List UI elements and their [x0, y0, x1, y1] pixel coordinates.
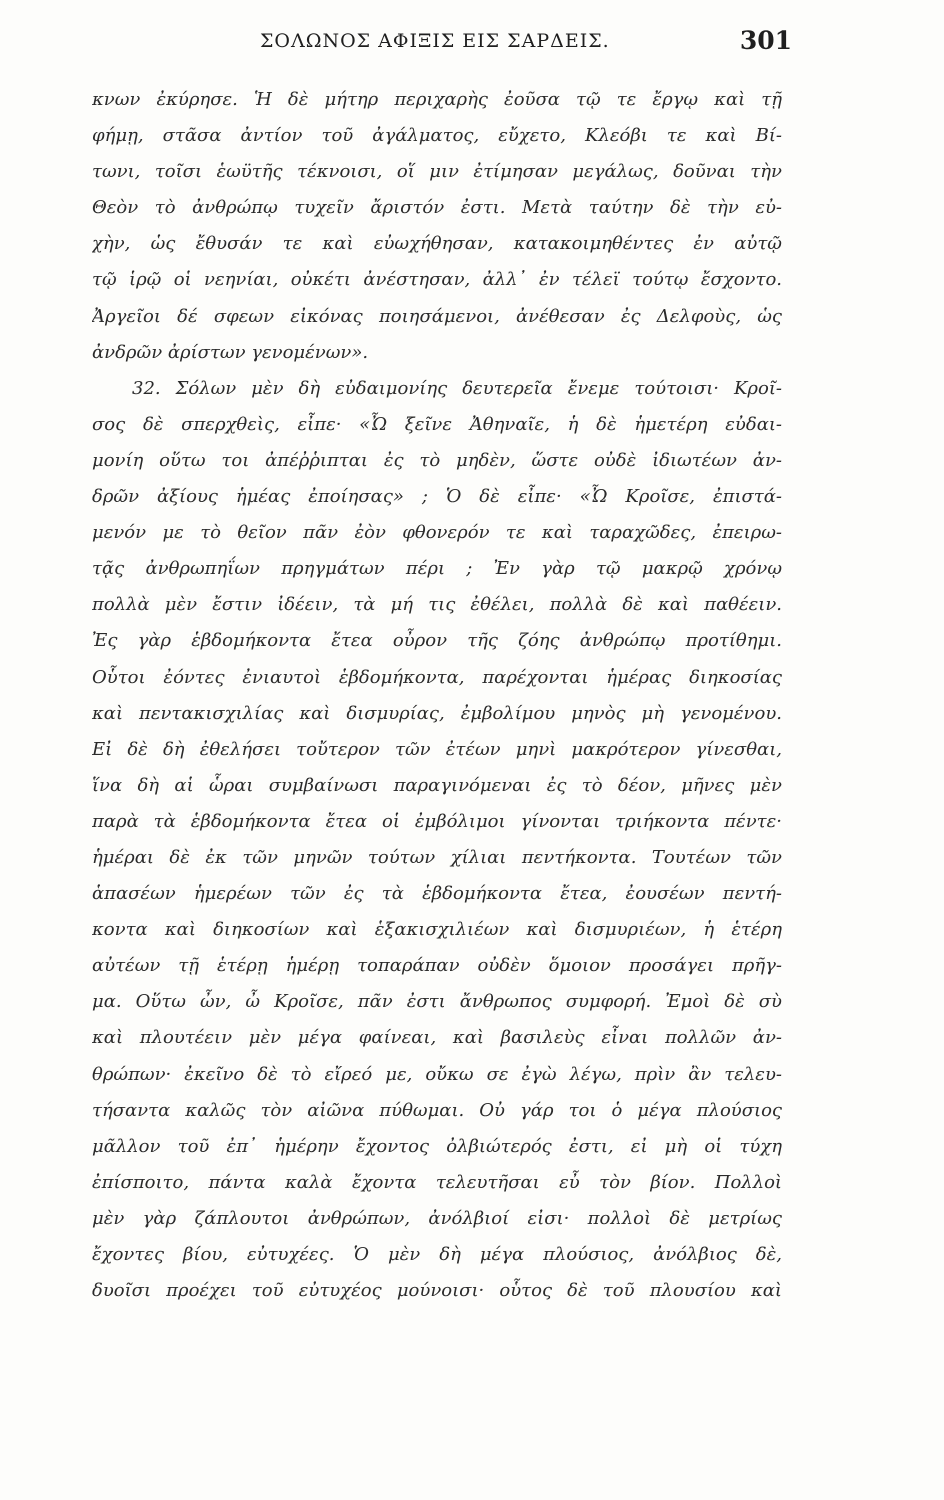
text-line: τῷ ἱρῷ οἱ νεηνίαι, οὐκέτι ἀνέστησαν, ἀλλ᾽ ἐν τέλεϊ τούτῳ ἔσχοντο.	[92, 269, 782, 291]
text-line: μενόν με τὸ θεῖον πᾶν ἐὸν φθονερόν τε καὶ ταραχῶδες, ἐπειρω-	[92, 522, 782, 544]
text-line: ἐπίσποιτο, πάντα καλὰ ἔχοντα τελευτῆσαι εὖ τὸν βίον. Πολλοὶ	[92, 1171, 782, 1193]
text-line: κνων ἐκύρησε. Ἡ δὲ μήτηρ περιχαρὴς ἐοῦσα τῷ τε ἔργῳ καὶ τῇ	[92, 89, 782, 110]
text-line: Θεὸν τὸ ἀνθρώπῳ τυχεῖν ἄριστόν ἐστι. Μετὰ ταύτην δὲ τὴν εὐ-	[92, 197, 782, 219]
text-line: θρώπων· ἐκεῖνο δὲ τὸ εἴρεό με, οὔκω σε ἐγὼ λέγω, πρὶν ἂν τελευ-	[92, 1063, 782, 1085]
text-line: τήσαντα καλῶς τὸν αἰῶνα πύθωμαι. Οὐ γάρ τοι ὁ μέγα πλούσιος	[92, 1099, 782, 1121]
text-line: Ἐς γὰρ ἑβδομήκοντα ἔτεα οὖρον τῆς ζόης ἀνθρώπῳ προτίθημι.	[92, 630, 782, 652]
text-line: δρῶν ἀξίους ἡμέας ἐποίησας» ; Ὁ δὲ εἶπε· «Ὦ Κροῖσε, ἐπιστά-	[92, 486, 782, 508]
running-title: ΣΟΛΩΝΟΣ ΑΦΙΞΙΣ ΕΙΣ ΣΑΡΔΕΙΣ.	[260, 30, 610, 52]
text-line: ἵνα δὴ αἱ ὧραι συμβαίνωσι παραγινόμεναι ἐς τὸ δέον, μῆνες μὲν	[92, 774, 782, 796]
running-head	[92, 26, 792, 58]
text-line: χὴν, ὡς ἔθυσάν τε καὶ εὐωχήθησαν, κατακοιμηθέντες ἐν αὐτῷ	[92, 233, 782, 255]
text-line: σος δὲ σπερχθεὶς, εἶπε· «Ὦ ξεῖνε Ἀθηναῖε, ἡ δὲ ἡμετέρη εὐδαι-	[92, 413, 782, 435]
text-line: μὲν γὰρ ζάπλουτοι ἀνθρώπων, ἀνόλβιοί εἰσι· πολλοὶ δὲ μετρίως	[92, 1207, 782, 1229]
text-line: αὐτέων τῇ ἑτέρῃ ἡμέρῃ τοπαράπαν οὐδὲν ὅμοιον προσάγει πρῆγ-	[92, 955, 782, 977]
page-number: 301	[739, 26, 792, 55]
text-line: μα. Οὕτω ὦν, ὦ Κροῖσε, πᾶν ἐστι ἄνθρωπος συμφορή. Ἐμοὶ δὲ σὺ	[92, 991, 782, 1013]
text-line: Εἰ δὲ δὴ ἐθελήσει τοὔτερον τῶν ἐτέων μηνὶ μακρότερον γίνεσθαι,	[92, 738, 782, 760]
text-line: φήμῃ, στᾶσα ἀντίον τοῦ ἀγάλματος, εὔχετο, Κλεόβι τε καὶ Βί-	[92, 125, 782, 147]
text-line: ἀνδρῶν ἀρίστων γενομένων».	[92, 341, 369, 363]
text-line: ἁπασέων ἡμερέων τῶν ἐς τὰ ἑβδομήκοντα ἔτεα, ἐουσέων πεντή-	[92, 883, 782, 905]
text-line: κοντα καὶ διηκοσίων καὶ ἑξακισχιλιέων καὶ δισμυριέων, ἡ ἑτέρη	[92, 919, 782, 941]
text-line: καὶ πλουτέειν μὲν μέγα φαίνεαι, καὶ βασιλεὺς εἶναι πολλῶν ἀν-	[92, 1027, 782, 1049]
text-line: καὶ πεντακισχιλίας καὶ δισμυρίας, ἐμβολίμου μηνὸς μὴ γενομένου.	[92, 702, 782, 724]
text-line: δυοῖσι προέχει τοῦ εὐτυχέος μούνοισι· οὗτος δὲ τοῦ πλουσίου καὶ	[92, 1280, 782, 1302]
body-text	[92, 82, 782, 1309]
text-line: Ἀργεῖοι δέ σφεων εἰκόνας ποιησάμενοι, ἀνέθεσαν ἐς Δελφοὺς, ὡς	[92, 305, 782, 327]
text-line: ἔχοντες βίου, εὐτυχέες. Ὁ μὲν δὴ μέγα πλούσιος, ἀνόλβιος δὲ,	[92, 1244, 782, 1265]
text-line: τωνι, τοῖσι ἑωϋτῆς τέκνοισι, οἵ μιν ἐτίμησαν μεγάλως, δοῦναι τὴν	[92, 161, 782, 183]
text-line: τᾷς ἀνθρωπηΐων πρηγμάτων πέρι ; Ἐν γὰρ τῷ μακρῷ χρόνῳ	[92, 558, 782, 580]
text-line: Οὗτοι ἐόντες ἐνιαυτοὶ ἑβδομήκοντα, παρέχονται ἡμέρας διηκοσίας	[92, 666, 782, 688]
text-line: πολλὰ μὲν ἔστιν ἰδέειν, τὰ μή τις ἐθέλει, πολλὰ δὲ καὶ παθέειν.	[92, 594, 782, 616]
text-line: παρὰ τὰ ἑβδομήκοντα ἔτεα οἱ ἐμβόλιμοι γίνονται τριήκοντα πέντε·	[92, 810, 782, 832]
text-line: μονίη οὕτω τοι ἀπέῤῥιπται ἐς τὸ μηδὲν, ὥστε οὐδὲ ἰδιωτέων ἀν-	[92, 449, 782, 471]
text-line: μᾶλλον τοῦ ἐπ᾽ ἡμέρην ἔχοντος ὀλβιώτερός ἐστι, εἰ μὴ οἱ τύχη	[92, 1135, 782, 1157]
section-start-line: 32. Σόλων μὲν δὴ εὐδαιμονίης δευτερεῖα ἔνεμε τούτοισι· Κροῖ-	[132, 377, 782, 399]
text-line: ἡμέραι δὲ ἐκ τῶν μηνῶν τούτων χίλιαι πεντήκοντα. Τουτέων τῶν	[92, 846, 782, 868]
